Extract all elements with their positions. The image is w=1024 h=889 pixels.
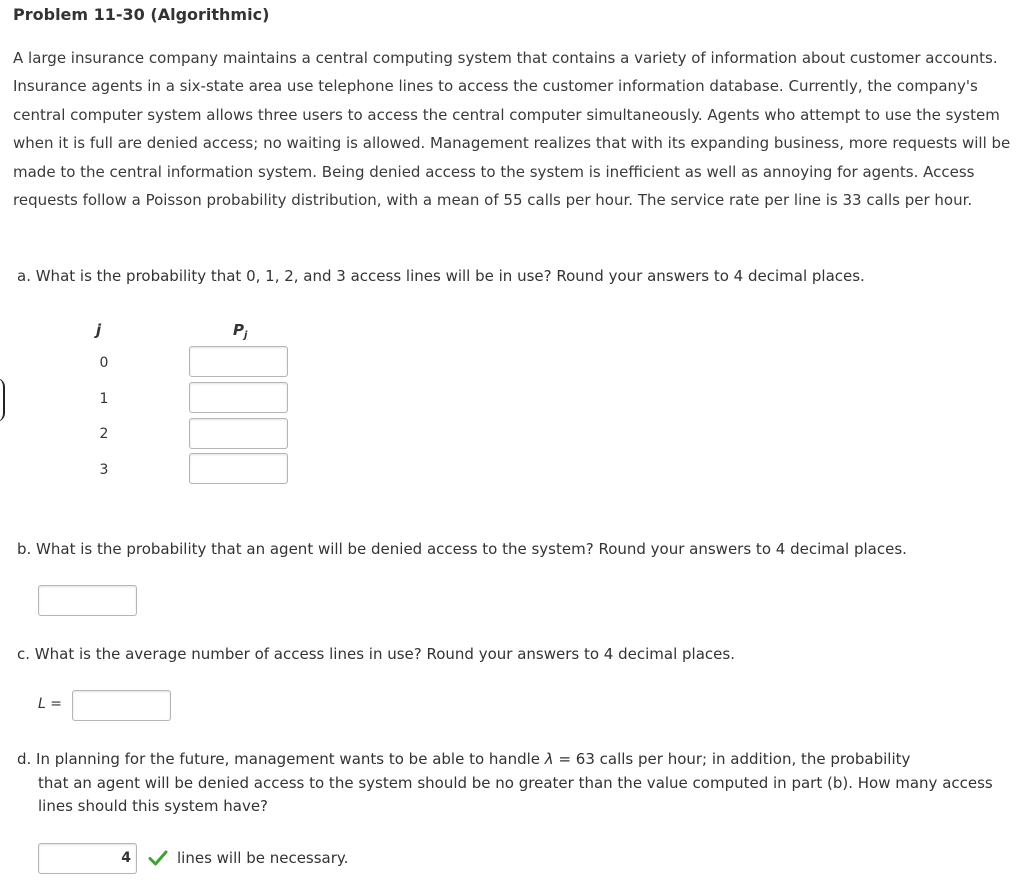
p1-input[interactable]	[189, 382, 288, 413]
part-a-question: a. What is the probability that 0, 1, 2, and 3 access lines will be in use? Round your answers to 4 decimal places.	[17, 267, 865, 285]
part-d-question: d. In planning for the future, management wants to be able to handle λ = 63 calls per hour; in addition, the probability that an agent will be denied access to the system should be no greater than the value computed in part (b). How many access lines should this system have?	[17, 750, 993, 816]
l-label: L =	[38, 696, 62, 712]
average-lines-input[interactable]	[72, 690, 171, 721]
p2-input[interactable]	[189, 418, 288, 449]
part-b-question: b. What is the probability that an agent will be denied access to the system? Round your answers to 4 decimal places.	[17, 540, 907, 558]
problem-title: Problem 11-30 (Algorithmic)	[13, 5, 270, 24]
row-j-3: 3	[99, 462, 109, 478]
denied-probability-input[interactable]	[38, 585, 137, 616]
row-j-0: 0	[99, 355, 109, 371]
column-header-pj: $P_j$	[233, 321, 248, 341]
check-icon	[148, 848, 168, 868]
p3-input[interactable]	[189, 453, 288, 484]
part-c-question: c. What is the average number of access lines in use? Round your answers to 4 decimal places.	[17, 645, 735, 663]
row-j-1: 1	[99, 391, 109, 407]
answer-suffix: lines will be necessary.	[177, 849, 349, 867]
row-j-2: 2	[99, 426, 109, 442]
left-edge-bracket	[0, 378, 5, 422]
problem-description: A large insurance company maintains a central computing system that contains a variety of information about customer accounts. Insurance agents in a six-state area use telephone lines to access the customer information database. Currently, the company's central computer system allows three users to access the central computer simultaneously. Agents who attempt to use the system when it is full are denied access; no waiting is allowed. Management realizes that with its expanding business, more requests will be made to the central information system. Being denied access to the system is inefficient as well as annoying for agents. Access requests follow a Poisson probability distribution, with a mean of 55 calls per hour. The service rate per line is 33 calls per hour.	[13, 49, 1011, 210]
column-header-j: j	[96, 321, 102, 339]
access-lines-input[interactable]: 4	[38, 843, 137, 874]
p0-input[interactable]	[189, 346, 288, 377]
